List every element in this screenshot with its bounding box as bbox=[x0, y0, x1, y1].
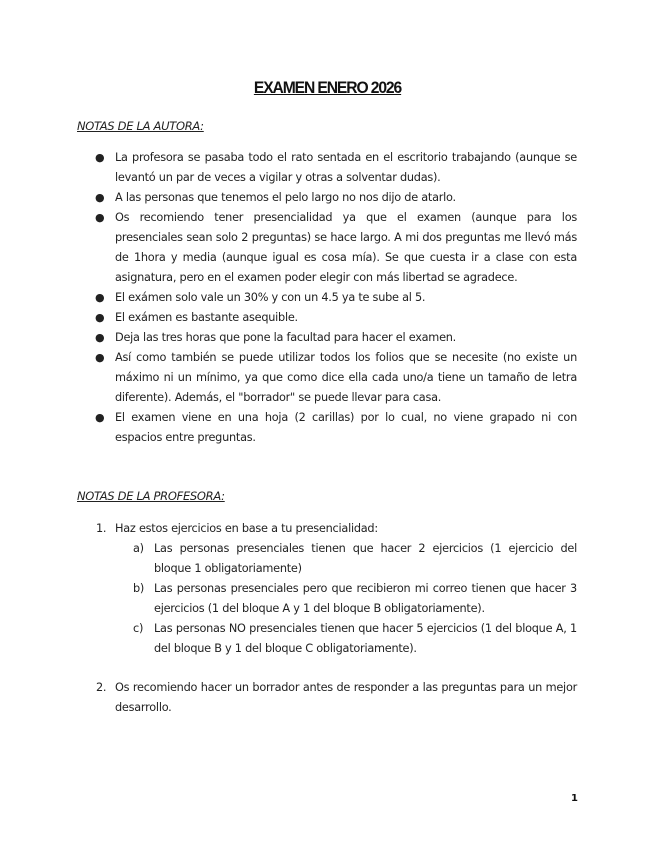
bullet-icon: ● bbox=[95, 351, 105, 364]
numbered-item-text: Haz estos ejercicios en base a tu presencialidad: bbox=[115, 522, 378, 535]
list-item-text: El exámen solo vale un 30% y con un 4.5 ya te sube al 5. bbox=[115, 291, 426, 304]
sub-item-letter: c) bbox=[133, 622, 144, 635]
list-item-text: A las personas que tenemos el pelo largo no nos dijo de atarlo. bbox=[115, 191, 456, 204]
list-item bbox=[93, 348, 577, 408]
list-item-text: Así como también se puede utilizar todos los folios que se necesite (no existe un máximo ni un mínimo, ya que como dice ella cada uno/a tiene un tamaño de letra diferente). Además, el "borrador" se puede llevar para casa. bbox=[115, 351, 577, 404]
bullet-icon: ● bbox=[95, 191, 105, 204]
list-item bbox=[93, 188, 577, 208]
list-item bbox=[93, 308, 577, 328]
sub-item bbox=[133, 579, 577, 619]
list-item bbox=[93, 328, 577, 348]
list-item-text: Deja las tres horas que pone la facultad para hacer el examen. bbox=[115, 331, 457, 344]
sub-item-letter: a) bbox=[133, 542, 144, 555]
sub-item bbox=[133, 539, 577, 579]
numbered-item bbox=[93, 678, 577, 718]
bullet-icon: ● bbox=[95, 411, 105, 424]
list-item bbox=[93, 288, 577, 308]
item-number: 1. bbox=[96, 522, 107, 535]
teacher-notes-list-1 bbox=[93, 519, 577, 659]
author-notes-list bbox=[93, 148, 577, 448]
numbered-item bbox=[93, 519, 577, 659]
author-notes-heading: NOTAS DE LA AUTORA: bbox=[77, 119, 204, 133]
list-item bbox=[93, 408, 577, 448]
item-number: 2. bbox=[96, 681, 107, 694]
page-number: 1 bbox=[571, 793, 578, 804]
sub-item-text: Las personas presenciales pero que recibieron mi correo tienen que hacer 3 ejercicios (1 del bloque A y 1 del bloque B obligatoriamente). bbox=[154, 582, 577, 615]
list-item-text: El exámen es bastante asequible. bbox=[115, 311, 298, 324]
sub-item-letter: b) bbox=[133, 582, 145, 595]
list-item-text: La profesora se pasaba todo el rato sentada en el escritorio trabajando (aunque se levantó un par de veces a vigilar y otras a solventar dudas). bbox=[115, 151, 577, 184]
bullet-icon: ● bbox=[95, 331, 105, 344]
numbered-item-text: Os recomiendo hacer un borrador antes de responder a las preguntas para un mejor desarrollo. bbox=[115, 681, 577, 714]
bullet-icon: ● bbox=[95, 311, 105, 324]
document-title: EXAMEN ENERO 2026 bbox=[253, 78, 402, 97]
sub-item bbox=[133, 619, 577, 659]
sub-item-text: Las personas NO presenciales tienen que hacer 5 ejercicios (1 del bloque A, 1 del bloque B y 1 del bloque C obligatoriamente). bbox=[154, 622, 577, 655]
bullet-icon: ● bbox=[95, 151, 105, 164]
list-item bbox=[93, 208, 577, 288]
list-item-text: El examen viene en una hoja (2 carillas) por lo cual, no viene grapado ni con espacios entre preguntas. bbox=[115, 411, 577, 444]
bullet-icon: ● bbox=[95, 291, 105, 304]
sub-item-text: Las personas presenciales tienen que hacer 2 ejercicios (1 ejercicio del bloque 1 obligatoriamente) bbox=[154, 542, 577, 575]
bullet-icon: ● bbox=[95, 211, 105, 224]
teacher-notes-list-2 bbox=[93, 678, 577, 718]
sub-list bbox=[133, 539, 577, 659]
teacher-notes-heading: NOTAS DE LA PROFESORA: bbox=[77, 489, 225, 503]
list-item-text: Os recomiendo tener presencialidad ya que el examen (aunque para los presenciales sean solo 2 preguntas) se hace largo. A mi dos preguntas me llevó más de 1hora y media (aunque igual es cosa mía). Se que cuesta ir a clase con esta asignatura, pero en el examen poder elegir con más libertad se agradece. bbox=[115, 211, 577, 284]
list-item bbox=[93, 148, 577, 188]
